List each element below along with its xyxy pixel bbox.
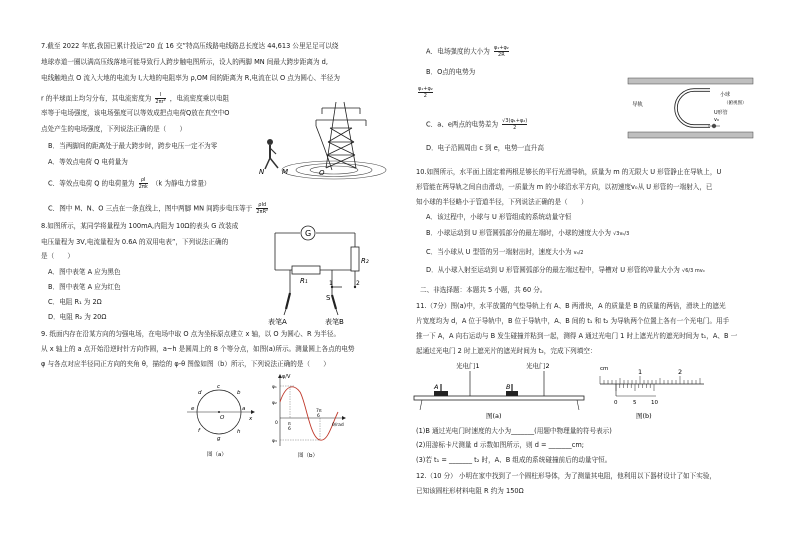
- q9-option-c: [426, 118, 527, 131]
- label-7pi-den: 6: [317, 414, 320, 419]
- potential-fraction: [418, 86, 433, 99]
- label-vernier-10: 10: [651, 400, 658, 406]
- origin-dot: [218, 411, 220, 413]
- q7-option-b: [48, 158, 128, 167]
- label-m: M: [282, 168, 289, 176]
- q9-option-c-text: C．a、e两点的电势差为: [426, 120, 499, 129]
- label-r1: R₁: [300, 277, 308, 285]
- q11-sub3: (3)若 t₁ = _______ t₂ 时，A、B 组成的系统碰撞前后的动量守恒。: [416, 456, 612, 464]
- q8-option-b: B．图中表笔 A 应为红色: [48, 283, 121, 291]
- air-track: [414, 396, 584, 400]
- rail-bottom: [628, 132, 753, 138]
- label-o: O: [319, 169, 325, 177]
- q10-option-b-text: B．小球运动到 U 形管圆弧部分的最左端时，小球的速度大小为: [426, 229, 611, 237]
- q10-option-d: [426, 266, 705, 276]
- q7-tower-figure: [256, 98, 386, 180]
- label-phi3: φ₃: [272, 439, 277, 444]
- label-gate2: 光电门2: [526, 362, 550, 370]
- q7-line2: 地球赤道一圈以满高压线落地可能导致行人跨步触电图所示，设人的两脚 MN 间最大跨步距离为 d,: [41, 58, 328, 66]
- label-topview: （俯视图）: [724, 101, 747, 106]
- q11-line1: 11.（7分）图(a)中，水平放置的气垫导轨上有 A、B 两滑块，A 的质量是 B 的质量的两倍，滑块上的遮光: [416, 302, 726, 310]
- q11-line2: 片宽度均为 d，A 位于导轨中，B 位于导轨中，A、B 间的 t₁ 和 t₂ 为导轨两个位置上各有一个光电门。用手: [416, 317, 730, 325]
- label-pi-den: 6: [288, 427, 291, 432]
- q9-option-a-text: A．电场强度的大小为: [426, 47, 490, 56]
- label-n: N: [259, 168, 265, 176]
- q7-line1: 7.截至 2022 年底,我国已累计投运“20 直 16 交”特高压线路电线路总长度达 44,613 公里足足可以绕: [41, 42, 339, 50]
- label-1: 1: [329, 280, 333, 287]
- q11-vernier-figure: [598, 360, 708, 422]
- q11-sub2: (2)用游标卡尺测量 d 示数如图所示，则 d = _______cm;: [416, 441, 584, 449]
- q9-option-d: D．电子沿圆周由 c 到 e，电势一直升高: [426, 144, 544, 152]
- label-x: x: [249, 416, 253, 422]
- label-theta-axis: θ/rad: [332, 423, 344, 428]
- q11-line4: 起通过光电门 2 时上遮光片的遮光时间为 t₂，完成下列填空：: [416, 347, 597, 355]
- label-a: A: [434, 383, 439, 391]
- q7-line3: 电线触地点 O 流入大地的电流为 I,大地的电阻率为 ρ,OM 间的距离为 R,电流在以 O 点为圆心、半径为: [41, 74, 340, 82]
- q10-option-c-text: C．当小球从 U 型管的另一端射出时，速度大小为: [426, 248, 572, 256]
- diff-frac-num: √3(φ₁+φ₂): [502, 118, 528, 124]
- caption-fig-b: 图（b）: [298, 453, 318, 459]
- q10-option-b-value: √3v₀/3: [613, 231, 630, 237]
- caption-fig-a: 图(a): [486, 412, 502, 420]
- label-g: G: [305, 229, 312, 238]
- q7-option-a: B．当两脚间的距离处于最大跨步时，跨步电压一定不为零: [48, 142, 218, 150]
- field-frac-den: 2R: [498, 52, 505, 58]
- q8-line3: 是（ ）: [41, 252, 74, 260]
- label-ball: 小球: [720, 92, 731, 98]
- probe-b-icon: [332, 295, 338, 315]
- label-v0: v₀: [714, 117, 719, 123]
- label-gate1: 光电门1: [456, 362, 480, 370]
- label-f: f: [198, 428, 200, 434]
- voltage-frac-den: 2πR²: [256, 209, 269, 215]
- label-s: S: [326, 294, 331, 302]
- q9-line2: 从 x 轴上的 a 点开始沿逆时针方向作圆，a~h 是圆周上的 8 个等分点，如图(a)所示。测量圆上各点的电势: [41, 345, 355, 353]
- caption-fig-a: 图（a）: [207, 452, 227, 458]
- label-origin: 0: [275, 421, 278, 426]
- voltage-fraction: [256, 202, 268, 215]
- label-phi1: φ₁: [272, 385, 277, 390]
- label-cm: cm: [600, 366, 609, 372]
- label-vernier-5: 5: [633, 400, 637, 406]
- q10-line2: 形管能在两导轨之间自由滑动，一质量为 m 的小球沿水平方向，以初速度v₀从 U 形管的一端射入，已: [416, 183, 713, 191]
- q10-option-a: A．该过程中，小球与 U 形管组成的系统动量守恒: [426, 213, 572, 221]
- q7-option-d: [48, 202, 270, 215]
- q10-line1: 10.如图所示，水平面上固定着两根足够长的平行光滑导轨，质量为 m 的无限大 U 形管静止在导轨上，U: [416, 168, 722, 176]
- theta-axis-arrow-icon: [342, 416, 346, 420]
- track-leg-right: [577, 400, 579, 410]
- label-a: a: [242, 406, 246, 412]
- label-pen-a: 表笔A: [268, 318, 287, 326]
- circuit-wires: [275, 233, 355, 295]
- q7-line4: [41, 92, 229, 105]
- q9-graph-figure: [268, 372, 350, 460]
- label-pen-b: 表笔B: [325, 318, 344, 326]
- q8-line1: 8.如图所示，某同学将量程为 100mA,内阻为 10Ω的表头 G 改装成: [41, 222, 239, 230]
- q9-circle-figure: [185, 378, 255, 460]
- track-leg-left: [420, 400, 422, 410]
- resistor-r2: [351, 247, 359, 271]
- label-upipe: U形管: [714, 110, 728, 116]
- label-7pi: 7π: [316, 409, 322, 414]
- ground-ring-mid: [296, 164, 372, 177]
- upipe-inner: [676, 90, 710, 126]
- label-e: e: [191, 406, 195, 412]
- q10-option-b: [426, 229, 629, 239]
- label-b: b: [237, 390, 241, 396]
- slider-b: [506, 391, 518, 396]
- potential-frac-den: 2: [423, 93, 427, 99]
- label-b: B: [506, 383, 511, 391]
- person-icon: [265, 139, 278, 169]
- potential-frac-num: φ₁+φ₂: [418, 86, 433, 92]
- q11-sub1: (1)B 通过光电门时速度的大小为_______(用题中物理量的符号表示): [416, 427, 612, 435]
- probe-a-icon: [284, 293, 290, 315]
- q9-line1: 9. 纸面内存在沿某方向的匀强电场，在电场中取 O 点为坐标原点建立 x 轴，以 O 为圆心、R 为半径。: [41, 330, 341, 338]
- q7-option-c-label: C．等效点电荷 Q 的电荷量为: [48, 179, 135, 188]
- frac-num: I: [155, 92, 165, 99]
- q8-circuit-figure: [270, 225, 380, 325]
- voltage-frac-num: ρId: [258, 202, 267, 208]
- q11-airtrack-figure: [412, 360, 587, 422]
- label-main-1: 1: [638, 368, 643, 376]
- section-2-title: 二、非选择题：本题共 5 小题，共 60 分。: [420, 286, 547, 294]
- q10-option-c-value: v₀/2: [573, 250, 584, 256]
- label-c: c: [217, 384, 221, 390]
- field-frac-num: φ₁+φ₂: [493, 45, 509, 51]
- q10-option-c: [426, 248, 583, 258]
- q9-line3: φ 与各点对应半径同正方向的夹角 θ，描绘的 φ-θ 图像如图（b）所示，下列说法正确的是（ ）: [41, 360, 330, 368]
- q7-line6: 点处产生的电场强度，下列说法正确的是（ ）: [41, 125, 187, 133]
- label-phi-axis: φ/V: [282, 374, 291, 380]
- q12-line2: 已知该圆柱形材料电阻 R 约为 150Ω: [416, 487, 524, 495]
- q8-option-c: C．电阻 R₁ 为 2Ω: [48, 298, 102, 306]
- q8-option-a: A．图中表笔 A 应为黑色: [48, 268, 121, 276]
- q10-option-d-value: √6/3 mv₀: [682, 268, 705, 274]
- current-density-fraction: [155, 92, 165, 105]
- phi-theta-curve: [280, 387, 338, 440]
- q7-option-c: [48, 177, 211, 190]
- vernier-scale-ticks: [616, 384, 654, 391]
- q7-line4-tail: ，电流密度乘以电阻: [169, 94, 230, 103]
- label-phi2: φ₂: [272, 401, 277, 406]
- q8-option-d: D．电阻 R₂ 为 20Ω: [48, 313, 107, 321]
- q7-option-d-text: C．图中 M、N、O 三点在一条直线上，图中两脚 MN 间跨步电压等于: [48, 204, 253, 213]
- label-rail: 导轨: [632, 102, 644, 108]
- label-pi: π: [288, 422, 291, 427]
- q7-option-c-tail: （k 为静电力常量）: [151, 179, 211, 188]
- main-scale-ticks: [600, 376, 700, 384]
- label-vernier-0: 0: [614, 400, 618, 406]
- label-h: h: [237, 429, 241, 435]
- q10-option-d-text: D．从小球入射至运动到 U 形管圆弧部分的最左端过程中，导槽对 U 形管的冲量大小为: [426, 266, 680, 274]
- q9-option-b: B．O点的电势为: [426, 68, 476, 76]
- q7-line4-text: r 的半球面上均匀分布，其电流密度为: [41, 94, 152, 103]
- charge-frac-num: ρI: [139, 177, 148, 184]
- label-g: g: [217, 436, 221, 442]
- charge-fraction: [139, 177, 148, 190]
- q7-option-b-text: A．等效点电荷 Q 电荷量为: [48, 158, 128, 166]
- label-2: 2: [356, 280, 360, 287]
- rail-top: [628, 78, 753, 84]
- charge-frac-den: 2πk: [138, 184, 148, 190]
- field-fraction: [494, 45, 509, 58]
- label-o: O: [220, 415, 225, 421]
- x-axis-arrow-icon: [251, 410, 255, 414]
- caption-fig-b: 图(b): [636, 412, 652, 420]
- q7-line5: 率等于电场强度，该电场强度可以等效成把点电荷Q放在真空中O: [41, 109, 230, 117]
- q10-upipe-figure: [628, 74, 753, 142]
- ground-ring-inner: [310, 166, 358, 174]
- frac-den: 2πr²: [155, 99, 166, 105]
- q11-line3: 推一下 A，A 向右运动与 B 发生碰撞并粘到一起，测得 A 通过光电门 1 时上遮光片的遮光时间为 t₁，A、B 一: [416, 332, 738, 340]
- label-d: d: [198, 390, 202, 396]
- q9-option-a: [426, 45, 509, 58]
- diff-frac-den: 2: [513, 125, 517, 131]
- q10-line3: 知小球的半径略小于管道半径，下列说法正确的是（ ）: [416, 198, 588, 206]
- q8-line2: 电压量程为 3V,电流量程为 0.6A 的双用电表”，下列说法正确的: [41, 238, 229, 246]
- q12-line1: 12.（10 分） 小明在家中找到了一个圆柱形导体，为了测量其电阻，他利用以下器材设计了如下实验，: [416, 472, 717, 480]
- slider-a: [434, 391, 448, 396]
- resistor-r1: [292, 266, 320, 274]
- diff-fraction: [502, 118, 527, 131]
- tower-icon: [316, 102, 366, 170]
- label-r2: R₂: [361, 257, 369, 265]
- label-main-2: 2: [678, 368, 683, 376]
